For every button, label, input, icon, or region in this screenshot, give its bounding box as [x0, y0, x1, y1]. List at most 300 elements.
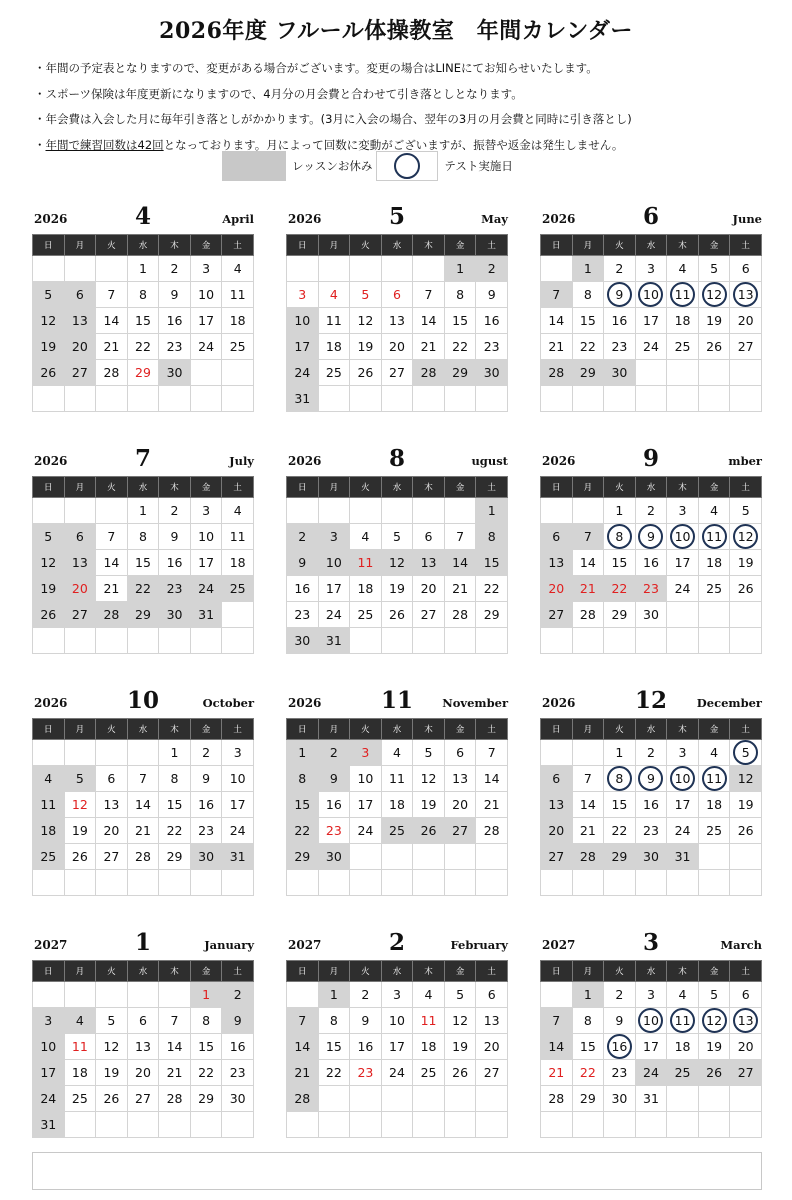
weekday-header: 土	[476, 477, 508, 498]
day-cell: 24	[33, 1086, 65, 1112]
day-cell: 30	[190, 844, 222, 870]
day-cell: 30	[287, 628, 319, 654]
day-cell: 18	[350, 576, 382, 602]
month-number: 5	[388, 203, 405, 230]
test-day-circle: 8	[607, 524, 632, 549]
day-cell: 29	[444, 360, 476, 386]
footer-box	[32, 1152, 762, 1190]
day-cell: 13	[127, 1034, 159, 1060]
day-cell: 2	[222, 982, 254, 1008]
weekday-header: 月	[572, 235, 604, 256]
day-cell: 29	[190, 1086, 222, 1112]
day-cell: 12	[64, 792, 96, 818]
empty-cell	[64, 256, 96, 282]
day-cell: 7	[476, 740, 508, 766]
day-cell: 17	[190, 550, 222, 576]
day-cell: 3	[33, 1008, 65, 1034]
empty-cell	[381, 844, 413, 870]
day-cell: 14	[413, 308, 445, 334]
weekday-header: 木	[667, 235, 699, 256]
day-cell: 20	[476, 1034, 508, 1060]
weekday-header: 木	[159, 477, 191, 498]
day-cell: 12	[33, 550, 65, 576]
day-cell: 18	[698, 792, 730, 818]
day-cell: 6	[127, 1008, 159, 1034]
month-calendar	[286, 682, 508, 864]
weekday-header: 火	[350, 235, 382, 256]
day-cell: 27	[476, 1060, 508, 1086]
day-cell: 2	[604, 256, 636, 282]
empty-cell	[730, 844, 762, 870]
weekday-header: 土	[222, 961, 254, 982]
empty-cell	[64, 1112, 96, 1138]
day-cell: 1	[190, 982, 222, 1008]
day-cell: 9	[604, 1008, 636, 1034]
day-cell: 21	[96, 576, 128, 602]
day-cell: 30	[604, 1086, 636, 1112]
empty-cell	[159, 628, 191, 654]
day-cell: 13	[413, 550, 445, 576]
day-cell: 6	[730, 256, 762, 282]
day-cell: 9	[222, 1008, 254, 1034]
month-year: 2026	[288, 696, 322, 710]
day-cell: 25	[381, 818, 413, 844]
empty-cell	[96, 256, 128, 282]
day-cell: 26	[413, 818, 445, 844]
day-cell: 20	[730, 1034, 762, 1060]
day-cell: 20	[381, 334, 413, 360]
day-cell: 26	[33, 602, 65, 628]
day-cell: 25	[698, 576, 730, 602]
day-cell: 2	[350, 982, 382, 1008]
day-cell: 29	[127, 360, 159, 386]
weekday-header: 水	[635, 477, 667, 498]
weekday-header: 土	[730, 961, 762, 982]
day-cell	[604, 282, 636, 308]
weekday-header: 日	[33, 477, 65, 498]
month-table	[32, 234, 254, 412]
day-cell: 22	[190, 1060, 222, 1086]
day-cell: 21	[413, 334, 445, 360]
day-cell: 8	[476, 524, 508, 550]
test-day-circle: 10	[638, 282, 663, 307]
day-cell: 4	[222, 498, 254, 524]
day-cell: 23	[190, 818, 222, 844]
weekday-header: 土	[222, 719, 254, 740]
weekday-header: 金	[698, 235, 730, 256]
empty-cell	[730, 870, 762, 896]
empty-cell	[698, 844, 730, 870]
day-cell: 27	[541, 602, 573, 628]
day-cell: 9	[476, 282, 508, 308]
day-cell: 1	[287, 740, 319, 766]
weekday-header: 木	[159, 719, 191, 740]
day-cell: 13	[444, 766, 476, 792]
day-cell: 24	[635, 1060, 667, 1086]
day-cell: 4	[222, 256, 254, 282]
empty-cell	[287, 256, 319, 282]
day-cell	[635, 766, 667, 792]
day-cell: 16	[159, 550, 191, 576]
month-year: 2026	[34, 454, 68, 468]
month-header	[32, 198, 254, 228]
month-name: April	[222, 212, 254, 226]
day-cell: 22	[604, 818, 636, 844]
empty-cell	[381, 1086, 413, 1112]
month-calendar	[32, 198, 254, 380]
day-cell: 6	[413, 524, 445, 550]
day-cell: 1	[604, 740, 636, 766]
day-cell: 1	[572, 982, 604, 1008]
weekday-header: 月	[572, 719, 604, 740]
day-cell: 26	[64, 844, 96, 870]
day-cell: 5	[33, 282, 65, 308]
day-cell: 26	[381, 602, 413, 628]
day-cell	[667, 524, 699, 550]
empty-cell	[572, 628, 604, 654]
month-calendar	[286, 198, 508, 406]
day-cell: 1	[572, 256, 604, 282]
weekday-header: 金	[190, 477, 222, 498]
weekday-header: 日	[541, 235, 573, 256]
weekday-header: 水	[127, 235, 159, 256]
weekday-header: 木	[159, 961, 191, 982]
empty-cell	[698, 360, 730, 386]
empty-cell	[541, 628, 573, 654]
empty-cell	[635, 386, 667, 412]
empty-cell	[381, 870, 413, 896]
month-calendar	[286, 440, 508, 648]
empty-cell	[350, 498, 382, 524]
day-cell	[698, 524, 730, 550]
day-cell: 5	[444, 982, 476, 1008]
weekday-header: 水	[381, 235, 413, 256]
day-cell	[730, 524, 762, 550]
empty-cell	[444, 1112, 476, 1138]
empty-cell	[350, 1112, 382, 1138]
empty-cell	[350, 870, 382, 896]
day-cell: 5	[381, 524, 413, 550]
empty-cell	[318, 256, 350, 282]
empty-cell	[541, 1112, 573, 1138]
weekday-header: 金	[444, 719, 476, 740]
day-cell: 16	[476, 308, 508, 334]
empty-cell	[604, 628, 636, 654]
day-cell: 11	[222, 282, 254, 308]
test-day-circle: 9	[607, 282, 632, 307]
day-cell: 20	[413, 576, 445, 602]
day-cell: 18	[698, 550, 730, 576]
day-cell: 31	[33, 1112, 65, 1138]
month-table	[286, 234, 508, 412]
day-cell: 18	[33, 818, 65, 844]
day-cell: 3	[287, 282, 319, 308]
day-cell: 7	[96, 524, 128, 550]
day-cell: 22	[444, 334, 476, 360]
day-cell: 1	[604, 498, 636, 524]
test-day-circle: 13	[733, 282, 758, 307]
day-cell: 25	[318, 360, 350, 386]
day-cell: 15	[444, 308, 476, 334]
day-cell: 19	[96, 1060, 128, 1086]
day-cell: 17	[222, 792, 254, 818]
day-cell: 15	[127, 550, 159, 576]
day-cell	[730, 1008, 762, 1034]
day-cell: 9	[159, 524, 191, 550]
day-cell: 20	[64, 576, 96, 602]
empty-cell	[381, 1112, 413, 1138]
empty-cell	[381, 498, 413, 524]
weekday-header: 水	[381, 477, 413, 498]
weekday-header: 月	[64, 235, 96, 256]
day-cell: 24	[635, 334, 667, 360]
month-header	[32, 440, 254, 470]
weekday-header: 月	[318, 477, 350, 498]
day-cell: 24	[287, 360, 319, 386]
day-cell: 3	[381, 982, 413, 1008]
note-line	[34, 82, 774, 108]
day-cell: 15	[572, 1034, 604, 1060]
empty-cell	[33, 498, 65, 524]
day-cell: 14	[572, 550, 604, 576]
empty-cell	[64, 740, 96, 766]
weekday-header: 日	[541, 477, 573, 498]
day-cell: 6	[476, 982, 508, 1008]
empty-cell	[33, 740, 65, 766]
weekday-header: 水	[381, 961, 413, 982]
empty-cell	[698, 1086, 730, 1112]
weekday-header: 土	[222, 477, 254, 498]
day-cell: 6	[64, 524, 96, 550]
day-cell: 6	[381, 282, 413, 308]
empty-cell	[190, 870, 222, 896]
weekday-header: 木	[413, 961, 445, 982]
empty-cell	[381, 628, 413, 654]
day-cell: 10	[381, 1008, 413, 1034]
weekday-header: 月	[572, 961, 604, 982]
empty-cell	[287, 1112, 319, 1138]
weekday-header: 土	[476, 961, 508, 982]
day-cell	[698, 282, 730, 308]
test-day-circle: 11	[670, 1008, 695, 1033]
empty-cell	[127, 982, 159, 1008]
empty-cell	[572, 1112, 604, 1138]
day-cell: 23	[476, 334, 508, 360]
day-cell: 24	[667, 818, 699, 844]
month-table	[286, 476, 508, 654]
weekday-header: 土	[476, 235, 508, 256]
weekday-header: 月	[318, 719, 350, 740]
empty-cell	[33, 256, 65, 282]
empty-cell	[413, 628, 445, 654]
day-cell: 7	[287, 1008, 319, 1034]
day-cell: 22	[159, 818, 191, 844]
empty-cell	[604, 386, 636, 412]
month-number: 7	[134, 445, 151, 472]
empty-cell	[667, 386, 699, 412]
empty-cell	[444, 1086, 476, 1112]
month-header	[286, 198, 508, 228]
month-table	[540, 960, 762, 1138]
month-number: 11	[380, 687, 413, 714]
day-cell: 15	[604, 792, 636, 818]
day-cell: 21	[127, 818, 159, 844]
day-cell: 8	[287, 766, 319, 792]
day-cell: 28	[127, 844, 159, 870]
day-cell: 9	[190, 766, 222, 792]
day-cell	[730, 282, 762, 308]
empty-cell	[64, 498, 96, 524]
day-cell: 31	[222, 844, 254, 870]
day-cell: 25	[222, 334, 254, 360]
weekday-header: 土	[730, 477, 762, 498]
day-cell: 10	[33, 1034, 65, 1060]
test-day-circle: 5	[733, 740, 758, 765]
day-cell: 22	[287, 818, 319, 844]
empty-cell	[667, 602, 699, 628]
day-cell: 27	[413, 602, 445, 628]
day-cell: 7	[127, 766, 159, 792]
test-day-circle: 11	[702, 524, 727, 549]
empty-cell	[413, 870, 445, 896]
day-cell: 21	[572, 818, 604, 844]
empty-cell	[730, 628, 762, 654]
day-cell: 22	[127, 334, 159, 360]
day-cell: 17	[318, 576, 350, 602]
day-cell: 3	[667, 740, 699, 766]
day-cell: 1	[127, 498, 159, 524]
test-day-circle: 11	[670, 282, 695, 307]
day-cell: 31	[190, 602, 222, 628]
day-cell: 30	[159, 360, 191, 386]
weekday-header: 火	[604, 235, 636, 256]
empty-cell	[159, 386, 191, 412]
legend-test-swatch	[376, 151, 438, 181]
day-cell: 13	[476, 1008, 508, 1034]
empty-cell	[127, 870, 159, 896]
month-calendar	[32, 924, 254, 1132]
day-cell: 29	[287, 844, 319, 870]
day-cell: 23	[604, 334, 636, 360]
empty-cell	[413, 386, 445, 412]
day-cell	[635, 524, 667, 550]
day-cell: 3	[190, 498, 222, 524]
day-cell: 1	[476, 498, 508, 524]
day-cell: 5	[33, 524, 65, 550]
empty-cell	[635, 628, 667, 654]
day-cell: 16	[635, 792, 667, 818]
day-cell: 30	[635, 602, 667, 628]
day-cell	[698, 1008, 730, 1034]
day-cell	[667, 766, 699, 792]
empty-cell	[476, 870, 508, 896]
month-number: 2	[388, 929, 405, 956]
day-cell: 7	[541, 1008, 573, 1034]
day-cell: 29	[127, 602, 159, 628]
empty-cell	[127, 740, 159, 766]
weekday-header: 月	[64, 719, 96, 740]
day-cell: 27	[64, 602, 96, 628]
day-cell: 26	[96, 1086, 128, 1112]
day-cell: 17	[287, 334, 319, 360]
day-cell: 10	[318, 550, 350, 576]
day-cell: 14	[476, 766, 508, 792]
test-day-circle: 11	[702, 766, 727, 791]
weekday-header: 日	[33, 719, 65, 740]
day-cell: 21	[476, 792, 508, 818]
day-cell: 31	[287, 386, 319, 412]
test-day-circle: 10	[638, 1008, 663, 1033]
day-cell: 16	[350, 1034, 382, 1060]
empty-cell	[476, 628, 508, 654]
day-cell: 28	[287, 1086, 319, 1112]
day-cell: 26	[33, 360, 65, 386]
month-year: 2027	[288, 938, 322, 952]
day-cell: 27	[541, 844, 573, 870]
day-cell: 6	[541, 524, 573, 550]
empty-cell	[572, 386, 604, 412]
day-cell: 3	[350, 740, 382, 766]
empty-cell	[541, 256, 573, 282]
day-cell: 10	[350, 766, 382, 792]
day-cell: 25	[64, 1086, 96, 1112]
month-year: 2027	[34, 938, 68, 952]
day-cell: 15	[190, 1034, 222, 1060]
empty-cell	[33, 628, 65, 654]
day-cell: 11	[64, 1034, 96, 1060]
empty-cell	[190, 360, 222, 386]
month-year: 2027	[542, 938, 576, 952]
day-cell: 24	[190, 334, 222, 360]
day-cell: 28	[413, 360, 445, 386]
day-cell: 8	[127, 282, 159, 308]
day-cell: 2	[318, 740, 350, 766]
day-cell: 8	[444, 282, 476, 308]
day-cell: 11	[413, 1008, 445, 1034]
weekday-header: 月	[318, 961, 350, 982]
day-cell: 10	[222, 766, 254, 792]
day-cell	[635, 282, 667, 308]
empty-cell	[413, 1086, 445, 1112]
month-name: ugust	[471, 454, 508, 468]
empty-cell	[476, 1112, 508, 1138]
month-header	[32, 682, 254, 712]
weekday-header: 火	[96, 477, 128, 498]
empty-cell	[730, 386, 762, 412]
day-cell: 20	[96, 818, 128, 844]
day-cell: 27	[730, 334, 762, 360]
day-cell: 5	[96, 1008, 128, 1034]
month-table	[286, 960, 508, 1138]
empty-cell	[635, 870, 667, 896]
test-day-circle: 10	[670, 524, 695, 549]
day-cell: 8	[190, 1008, 222, 1034]
month-header	[540, 682, 762, 712]
day-cell: 4	[318, 282, 350, 308]
weekday-header: 木	[413, 477, 445, 498]
weekday-header: 土	[222, 235, 254, 256]
empty-cell	[190, 1112, 222, 1138]
day-cell: 13	[541, 550, 573, 576]
day-cell: 21	[159, 1060, 191, 1086]
empty-cell	[667, 1112, 699, 1138]
day-cell: 7	[572, 524, 604, 550]
day-cell	[667, 1008, 699, 1034]
empty-cell	[127, 1112, 159, 1138]
day-cell: 23	[350, 1060, 382, 1086]
empty-cell	[381, 386, 413, 412]
day-cell: 8	[572, 1008, 604, 1034]
